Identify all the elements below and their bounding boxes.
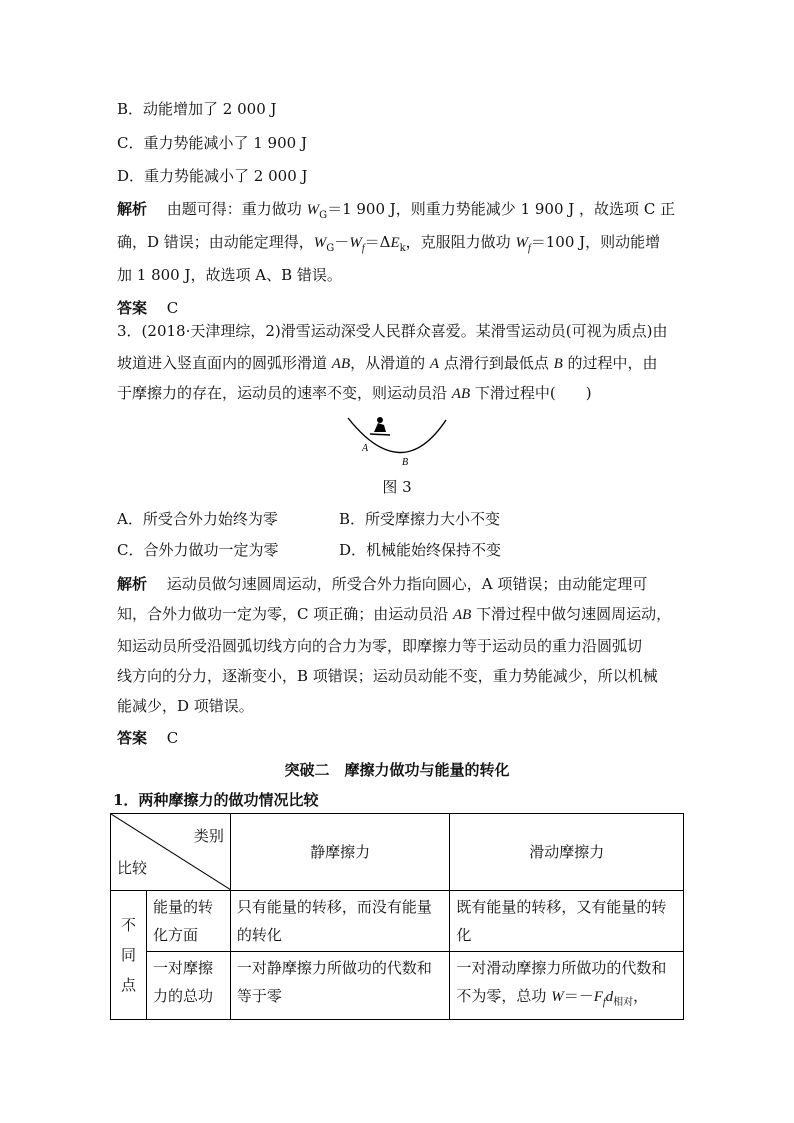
question-text: ，从滑道的: [350, 354, 430, 372]
analysis-text: －: [334, 233, 350, 251]
var-sub: G: [326, 243, 335, 254]
row-label: 能量的转化方面: [146, 891, 230, 952]
group-cell: 不同点: [111, 891, 147, 1020]
analysis-line: 线方向的分力，逐渐变小，B 项错误；运动员动能不变，重力势能减少，所以机械: [117, 667, 658, 685]
var-f: F: [593, 989, 603, 1005]
answer-value: C: [166, 729, 179, 747]
var-sub: f: [602, 997, 606, 1008]
var-sub: f: [527, 243, 531, 254]
var-sub: f: [361, 243, 365, 254]
option-d: D．机械能始终保持不变: [339, 541, 502, 559]
analysis-text: 运动员做匀速圆周运动，所受合外力指向圆心，A 项错误；由动能定理可: [166, 575, 648, 593]
cell-text: ＝－: [563, 987, 594, 1005]
analysis-text: 知，合外力做功一定为零，C 项正确；由运动员沿: [117, 605, 454, 623]
var-a: A: [429, 356, 440, 372]
var-sub: 相对: [613, 997, 634, 1008]
analysis-line: [117, 604, 671, 625]
var-ab: AB: [451, 386, 471, 402]
cell-sliding: 既有能量的转移，又有能量的转化: [450, 891, 684, 952]
analysis-text: ＝Δ: [364, 233, 391, 251]
var-e: E: [390, 235, 400, 251]
var-ab: AB: [453, 607, 472, 623]
var-b: B: [553, 356, 563, 372]
analysis-line: 能减少，D 项错误。: [117, 697, 254, 715]
cell-static: 一对静摩擦力所做功的代数和等于零: [230, 952, 450, 1020]
answer-label: 答案: [117, 729, 148, 747]
comparison-table: [110, 813, 684, 1020]
var-w: W: [306, 202, 320, 218]
table-row: [111, 891, 684, 952]
analysis-text: 下滑过程中做匀速圆周运动，: [471, 605, 672, 623]
var-ab: AB: [331, 356, 351, 372]
subsection-title: 1．两种摩擦力的做功情况比较: [113, 791, 319, 809]
analysis-line: [117, 574, 647, 594]
analysis-line: [117, 199, 675, 226]
skier-icon: [370, 417, 390, 435]
cell-text: 一对滑动摩擦力所做功的代数和不为零，总功: [456, 959, 667, 1005]
question-text: 下滑过程中( ): [470, 384, 592, 402]
option-b: B．所受摩擦力大小不变: [339, 510, 501, 528]
question-text: 点滑行到最低点: [439, 354, 554, 372]
var-sub: k: [399, 243, 406, 254]
var-w: W: [313, 235, 327, 251]
row-label: 一对摩擦力的总功: [146, 952, 230, 1020]
analysis-text: ＝100 J，则动能增: [530, 233, 661, 251]
table-header-row: [111, 814, 684, 891]
analysis-text: 确，D 错误；由动能定理得，: [117, 233, 314, 251]
option-a: A．所受合外力始终为零: [117, 510, 278, 528]
question-text: 于摩擦力的存在，运动员的速率不变，则运动员沿: [117, 384, 452, 402]
var-w: W: [349, 235, 362, 251]
question-line: 3．(2018·天津理综，2)滑雪运动深受人民群众喜爱。某滑雪运动员(可视为质点)由: [117, 322, 668, 340]
table-row: [111, 952, 684, 1020]
section-title: 突破二 摩擦力做功与能量的转化: [284, 761, 510, 779]
corner-top-label: 类别: [193, 827, 224, 845]
question-text: 坡道进入竖直面内的圆弧形滑道: [117, 354, 332, 372]
answer-line: [117, 728, 178, 748]
corner-cell: [111, 814, 231, 891]
analysis-label: 解析: [117, 575, 148, 593]
cell-text: ，: [633, 987, 649, 1005]
arc-track-figure: [340, 408, 460, 470]
label-a: A: [362, 443, 369, 454]
header-sliding: 滑动摩擦力: [450, 814, 684, 891]
answer-value: C: [166, 299, 179, 317]
option-c: C．合外力做功一定为零: [117, 541, 279, 559]
answer-line: [117, 298, 178, 318]
analysis-text: 由题可得：重力做功: [166, 200, 307, 218]
analysis-line: 知运动员所受沿圆弧切线方向的合力为零，即摩擦力等于运动员的重力沿圆弧切: [117, 637, 643, 655]
analysis-label: 解析: [117, 200, 148, 218]
question-line: [117, 353, 658, 374]
option-b: B．动能增加了 2 000 J: [117, 100, 277, 118]
label-b: B: [402, 457, 409, 468]
corner-bottom-label: 比较: [117, 859, 148, 877]
var-w: W: [551, 989, 564, 1005]
analysis-line: 加 1 800 J，故选项 A、B 错误。: [117, 266, 342, 284]
header-static: 静摩擦力: [230, 814, 450, 891]
option-d: D．重力势能减小了 2 000 J: [117, 167, 308, 185]
question-text: 的过程中，由: [562, 354, 658, 372]
var-sub: G: [319, 210, 328, 221]
option-c: C．重力势能减小了 1 900 J: [117, 134, 307, 152]
analysis-line: [117, 232, 660, 259]
cell-static: 只有能量的转移，而没有能量的转化: [230, 891, 450, 952]
var-w: W: [515, 235, 528, 251]
cell-sliding: [450, 952, 684, 1020]
var-d: d: [605, 989, 614, 1005]
analysis-text: ＝1 900 J，则重力势能减少 1 900 J ，故选项 C 正: [327, 200, 676, 218]
question-line: [117, 383, 592, 404]
figure-caption: 图 3: [382, 478, 412, 496]
answer-label: 答案: [117, 299, 148, 317]
analysis-text: ，克服阻力做功: [405, 233, 516, 251]
